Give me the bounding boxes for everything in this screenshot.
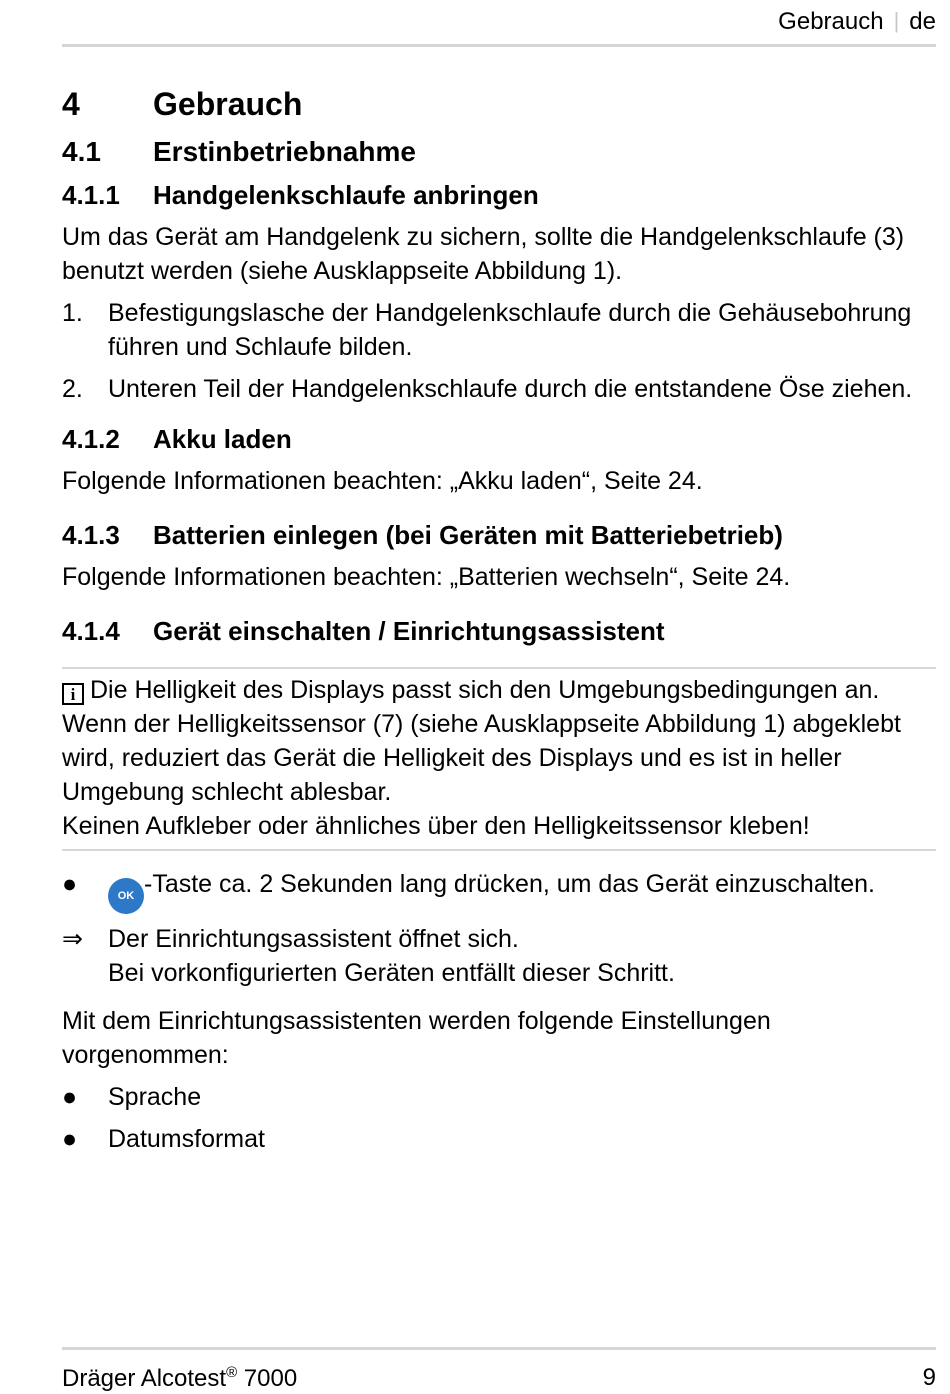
ok-button-icon: OK xyxy=(108,878,144,914)
page-number: 9 xyxy=(922,1364,936,1391)
note-line: Wenn der Helligkeitssensor (7) (siehe Ausklappseite Abbildung 1) abgeklebt wird, reduziert das Gerät die Helligkeit des Displays und es ist in heller Umgebung schlecht ablesbar. xyxy=(62,710,901,806)
footer-product xyxy=(62,1364,297,1393)
list-text: Unteren Teil der Handgelenkschlaufe durch die entstandene Öse ziehen. xyxy=(108,375,913,403)
subsection-number: 4.1.3 xyxy=(62,520,120,550)
subsection-title: Handgelenkschlaufe anbringen xyxy=(153,180,539,210)
action-step xyxy=(62,867,936,914)
result-step xyxy=(62,922,936,990)
subsection-heading-412 xyxy=(62,424,936,455)
note-text: Die Helligkeit des Displays passt sich den Umgebungsbedingungen an. xyxy=(90,676,880,704)
list-item xyxy=(62,372,936,406)
product-name: Dräger Alcotest xyxy=(62,1365,227,1392)
subsection-number: 4.1.1 xyxy=(62,180,120,210)
chapter-heading xyxy=(62,86,936,123)
subsection-title: Batterien einlegen (bei Geräten mit Batteriebetrieb) xyxy=(153,520,783,550)
list-item xyxy=(62,1122,936,1156)
paragraph: Um das Gerät am Handgelenk zu sichern, sollte die Handgelenkschlaufe (3) benutzt werden (siehe Ausklappseite Abbildung 1). xyxy=(62,223,905,285)
paragraph: Folgende Informationen beachten: „Akku laden“, Seite 24. xyxy=(62,467,703,495)
bullet-marker: ● xyxy=(62,870,78,898)
subsection-heading-413 xyxy=(62,520,936,551)
result-arrow-icon: ⇒ xyxy=(62,925,83,953)
list-text: Sprache xyxy=(108,1083,202,1111)
result-line: Der Einrichtungsassistent öffnet sich. xyxy=(108,925,519,953)
header-language: de xyxy=(909,8,936,35)
bullet-marker: ● xyxy=(62,1125,78,1153)
page-header xyxy=(62,8,936,47)
header-separator: | xyxy=(893,8,900,33)
bullet-marker: ● xyxy=(62,1083,78,1111)
product-model: 7000 xyxy=(237,1365,298,1392)
note-line xyxy=(62,673,936,707)
action-text xyxy=(108,867,936,914)
paragraph: Folgende Informationen beachten: „Batterien wechseln“, Seite 24. xyxy=(62,563,791,591)
list-text: Befestigungslasche der Handgelenkschlaufe durch die Gehäusebohrung führen und Schlaufe bilden. xyxy=(108,299,912,361)
section-heading xyxy=(62,136,936,168)
subsection-heading-411 xyxy=(62,180,936,211)
page-footer xyxy=(62,1347,936,1393)
list-marker: 2. xyxy=(62,375,83,403)
section-number: 4.1 xyxy=(62,136,101,167)
list-marker: 1. xyxy=(62,299,83,327)
subsection-title: Akku laden xyxy=(153,424,292,454)
list-item xyxy=(62,296,936,364)
page-content xyxy=(62,86,936,1164)
subsection-title: Gerät einschalten / Einrichtungsassistent xyxy=(153,616,665,646)
chapter-title: Gebrauch xyxy=(153,86,303,122)
subsection-number: 4.1.2 xyxy=(62,424,120,454)
action-label: -Taste ca. 2 Sekunden lang drücken, um das Gerät einzuschalten. xyxy=(144,870,875,898)
result-line: Bei vorkonfigurierten Geräten entfällt dieser Schritt. xyxy=(108,959,675,987)
note-line: Keinen Aufkleber oder ähnliches über den Helligkeitssensor kleben! xyxy=(62,812,810,840)
subsection-number: 4.1.4 xyxy=(62,616,120,646)
subsection-heading-414 xyxy=(62,616,936,647)
list-text: Datumsformat xyxy=(108,1125,265,1153)
result-text xyxy=(108,922,936,990)
info-note xyxy=(62,667,936,851)
section-title: Erstinbetriebnahme xyxy=(153,136,416,167)
list-item xyxy=(62,1080,936,1114)
registered-mark: ® xyxy=(226,1364,238,1381)
header-section: Gebrauch xyxy=(778,8,884,35)
chapter-number: 4 xyxy=(62,86,80,122)
info-icon: i xyxy=(62,683,84,705)
paragraph: Mit dem Einrichtungsassistenten werden folgende Einstellungen vorgenommen: xyxy=(62,1007,771,1069)
